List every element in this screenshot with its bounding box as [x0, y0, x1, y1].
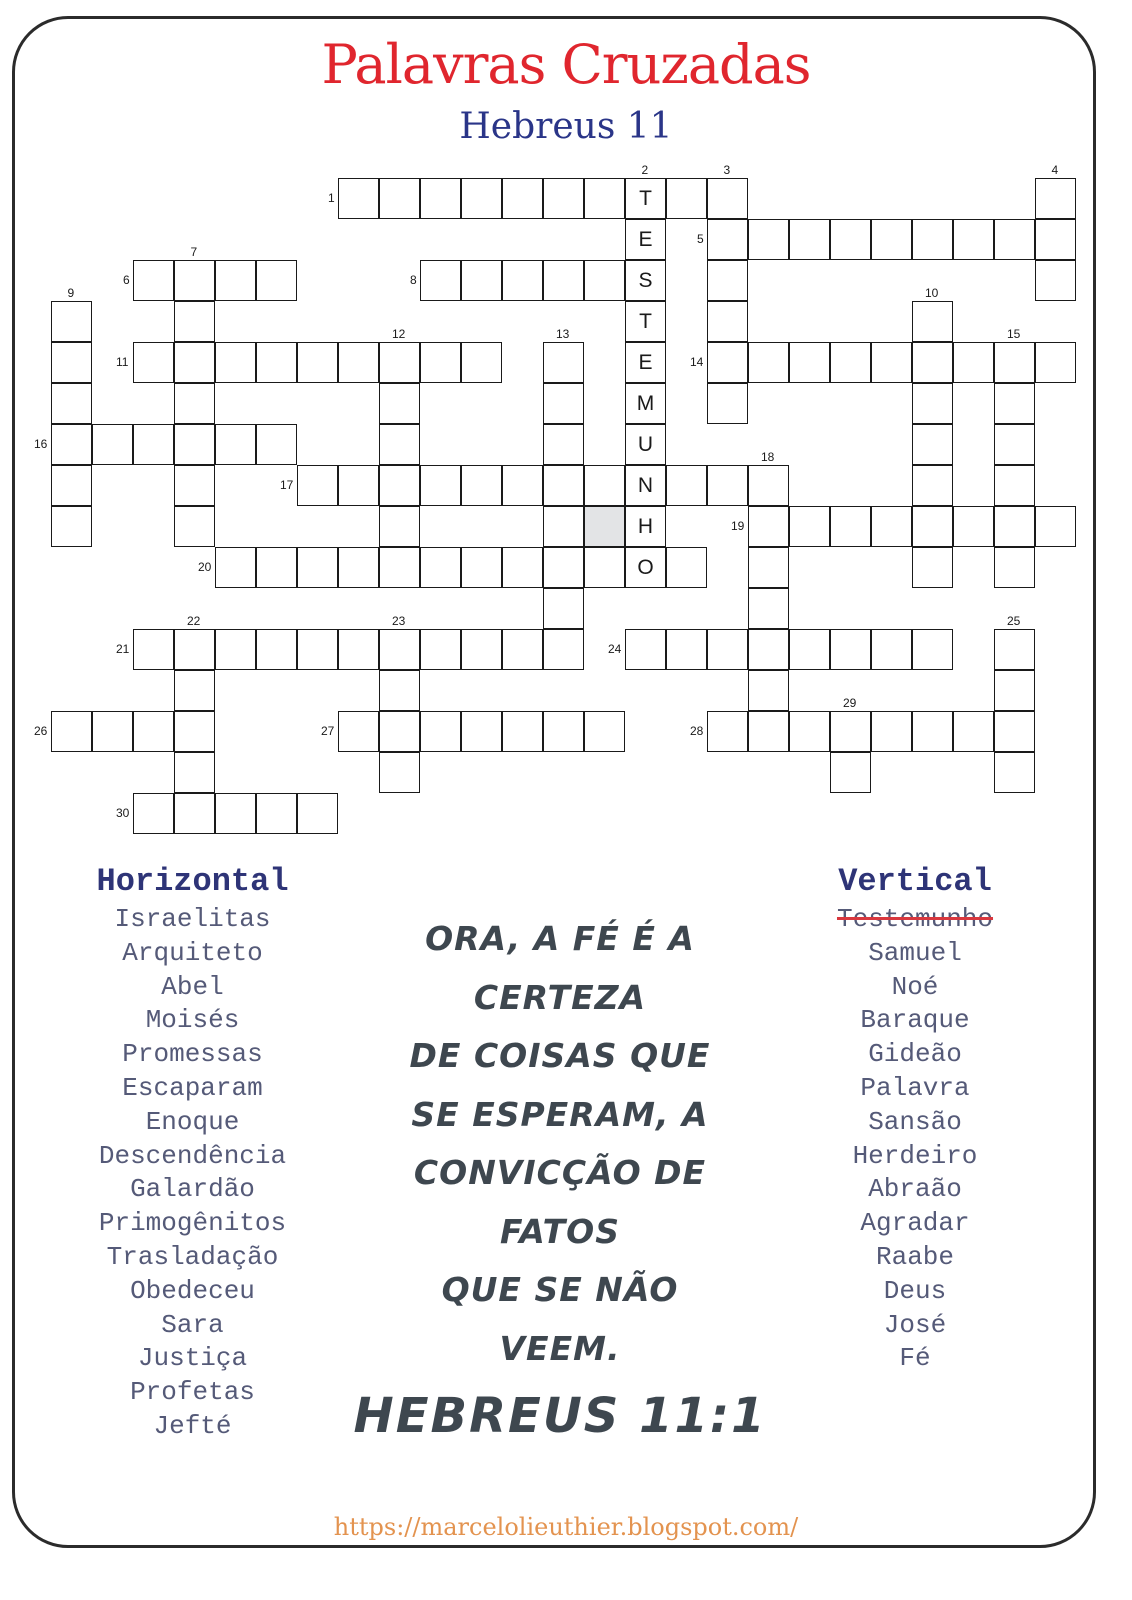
grid-cell[interactable] — [543, 465, 584, 506]
grid-cell[interactable] — [256, 260, 297, 301]
grid-cell[interactable] — [420, 178, 461, 219]
grid-cell[interactable] — [174, 793, 215, 834]
grid-cell[interactable] — [51, 465, 92, 506]
grid-cell[interactable] — [584, 711, 625, 752]
grid-cell[interactable] — [994, 547, 1035, 588]
grid-cell[interactable] — [953, 711, 994, 752]
grid-cell[interactable] — [174, 711, 215, 752]
grid-cell[interactable] — [51, 506, 92, 547]
grid-cell[interactable] — [748, 219, 789, 260]
grid-cell[interactable] — [830, 711, 871, 752]
grid-cell[interactable] — [461, 547, 502, 588]
grid-cell[interactable] — [215, 629, 256, 670]
verse-reference: HEBREUS 11:1 — [353, 1388, 767, 1444]
word-list-item: Samuel — [868, 937, 962, 968]
grid-cell[interactable] — [543, 506, 584, 547]
grid-cell[interactable] — [420, 711, 461, 752]
clue-number: 25 — [1007, 614, 1021, 628]
grid-cell[interactable] — [543, 260, 584, 301]
grid-cell[interactable] — [830, 752, 871, 793]
word-list-item: Testemunho — [836, 904, 994, 934]
clue-number: 22 — [187, 614, 201, 628]
grid-cell[interactable] — [912, 301, 953, 342]
word-list-item: Abel — [161, 971, 224, 1002]
word-list-item: Primogênitos — [98, 1208, 287, 1239]
grid-cell[interactable] — [543, 588, 584, 629]
grid-cell[interactable] — [379, 506, 420, 547]
clue-number: 19 — [731, 519, 745, 533]
grid-cell[interactable] — [502, 260, 543, 301]
word-list-item: Justiça — [137, 1343, 248, 1374]
grid-cell[interactable]: T — [625, 178, 666, 219]
grid-cell[interactable] — [502, 711, 543, 752]
clue-number: 5 — [697, 232, 704, 246]
grid-cell[interactable] — [174, 424, 215, 465]
grid-cell[interactable] — [174, 260, 215, 301]
horizontal-word-list — [60, 903, 325, 1444]
grid-cell[interactable]: U — [625, 424, 666, 465]
grid-cell[interactable] — [133, 424, 174, 465]
grid-cell[interactable] — [297, 793, 338, 834]
word-list-item: Descendência — [98, 1140, 287, 1171]
grid-cell[interactable] — [789, 342, 830, 383]
grid-cell[interactable] — [256, 793, 297, 834]
grid-cell[interactable] — [994, 629, 1035, 670]
grid-cell[interactable] — [379, 342, 420, 383]
word-list-item: Galardão — [130, 1174, 255, 1205]
grid-cell[interactable] — [912, 383, 953, 424]
grid-cell[interactable] — [912, 424, 953, 465]
grid-cell[interactable] — [789, 711, 830, 752]
clue-number: 30 — [116, 806, 130, 820]
grid-cell[interactable] — [174, 465, 215, 506]
clue-number: 27 — [321, 724, 335, 738]
grid-cell[interactable] — [748, 629, 789, 670]
grid-cell[interactable] — [543, 424, 584, 465]
grid-cell[interactable] — [133, 711, 174, 752]
grid-cell[interactable] — [707, 465, 748, 506]
grid-cell[interactable] — [215, 260, 256, 301]
grid-cell[interactable] — [461, 711, 502, 752]
grid-cell[interactable] — [502, 629, 543, 670]
clue-number: 16 — [34, 437, 48, 451]
grid-cell[interactable] — [1035, 506, 1076, 547]
clue-number: 8 — [410, 273, 417, 287]
clue-number: 6 — [123, 273, 130, 287]
clue-number: 11 — [116, 355, 129, 369]
grid-cell[interactable] — [461, 342, 502, 383]
grid-cell[interactable] — [215, 547, 256, 588]
grid-cell[interactable] — [379, 547, 420, 588]
grid-cell[interactable] — [256, 342, 297, 383]
clue-number: 3 — [723, 163, 731, 177]
verse-line: SE ESPERAM, A — [411, 1094, 709, 1134]
grid-cell[interactable] — [174, 670, 215, 711]
grid-cell[interactable] — [338, 342, 379, 383]
grid-cell[interactable] — [666, 629, 707, 670]
grid-cell[interactable] — [543, 342, 584, 383]
grid-cell[interactable] — [461, 629, 502, 670]
grid-cell[interactable] — [707, 383, 748, 424]
grid-cell[interactable] — [51, 342, 92, 383]
grid-cell[interactable] — [338, 629, 379, 670]
grid-cell[interactable] — [256, 629, 297, 670]
grid-cell[interactable] — [584, 260, 625, 301]
grid-cell[interactable] — [912, 629, 953, 670]
verse-line: FATOS — [499, 1211, 620, 1251]
grid-cell[interactable] — [625, 629, 666, 670]
grid-cell[interactable] — [994, 465, 1035, 506]
grid-cell[interactable] — [994, 383, 1035, 424]
grid-cell[interactable] — [256, 424, 297, 465]
grid-cell[interactable] — [707, 219, 748, 260]
grid-cell[interactable] — [379, 424, 420, 465]
verse-line: VEEM. — [499, 1328, 621, 1368]
word-list-item: Arquiteto — [122, 937, 263, 968]
grid-cell[interactable] — [707, 629, 748, 670]
grid-cell[interactable] — [871, 629, 912, 670]
grid-cell[interactable] — [1035, 178, 1076, 219]
grid-cell[interactable] — [748, 588, 789, 629]
grid-cell[interactable] — [379, 383, 420, 424]
grid-cell[interactable] — [133, 342, 174, 383]
grid-cell[interactable] — [51, 383, 92, 424]
grid-cell[interactable] — [379, 629, 420, 670]
clue-number: 17 — [280, 478, 294, 492]
grid-cell[interactable] — [543, 383, 584, 424]
grid-cell[interactable] — [338, 711, 379, 752]
word-list-item: Abraão — [868, 1174, 962, 1205]
grid-cell[interactable] — [584, 465, 625, 506]
grid-cell[interactable] — [174, 506, 215, 547]
grid-cell[interactable] — [707, 301, 748, 342]
grid-cell[interactable] — [912, 547, 953, 588]
word-list-item: Enoque — [145, 1106, 240, 1137]
grid-cell[interactable] — [379, 465, 420, 506]
grid-cell[interactable] — [92, 424, 133, 465]
grid-cell[interactable] — [1035, 260, 1076, 301]
clue-number: 12 — [392, 327, 406, 341]
word-list-item: Moisés — [145, 1005, 240, 1036]
grid-cell[interactable] — [379, 711, 420, 752]
grid-cell[interactable] — [1035, 219, 1076, 260]
grid-cell[interactable]: E — [625, 342, 666, 383]
clue-number: 18 — [761, 450, 775, 464]
word-list-item: Sara — [161, 1309, 224, 1340]
clue-number: 13 — [556, 327, 570, 341]
grid-cell[interactable] — [994, 752, 1035, 793]
grid-cell[interactable] — [543, 629, 584, 670]
grid-cell[interactable] — [297, 465, 338, 506]
clue-number: 28 — [690, 724, 704, 738]
grid-cell[interactable] — [51, 424, 92, 465]
verse-line: QUE SE NÃO — [441, 1270, 679, 1309]
grid-cell[interactable] — [953, 342, 994, 383]
grid-cell[interactable] — [133, 260, 174, 301]
grid-cell[interactable] — [338, 465, 379, 506]
grid-cell[interactable] — [748, 670, 789, 711]
clue-number: 7 — [190, 245, 198, 259]
grid-cell[interactable] — [666, 178, 707, 219]
grid-cell[interactable] — [994, 670, 1035, 711]
footer-url[interactable]: https://marcelolieuthier.blogspot.com/ — [333, 1513, 799, 1541]
grid-cell[interactable] — [666, 465, 707, 506]
word-list-item: Promessas — [122, 1039, 263, 1070]
grid-cell[interactable] — [420, 547, 461, 588]
grid-cell[interactable] — [420, 342, 461, 383]
verse-line: CERTEZA — [473, 977, 647, 1017]
vertical-heading: Vertical — [838, 863, 992, 900]
grid-cell[interactable] — [461, 465, 502, 506]
grid-cell[interactable] — [912, 506, 953, 547]
clue-number: 20 — [198, 560, 212, 574]
grid-cell[interactable] — [789, 219, 830, 260]
grid-cell[interactable] — [994, 506, 1035, 547]
word-list-item: Agradar — [860, 1208, 970, 1239]
grid-cell-shaded[interactable] — [584, 506, 625, 547]
grid-cell[interactable]: T — [625, 301, 666, 342]
grid-cell[interactable] — [420, 629, 461, 670]
grid-cell[interactable] — [912, 342, 953, 383]
word-list-item: Palavra — [860, 1072, 970, 1103]
grid-cell[interactable] — [543, 178, 584, 219]
grid-cell[interactable] — [1035, 342, 1076, 383]
grid-cell[interactable] — [543, 711, 584, 752]
page-subtitle: Hebreus 11 — [459, 106, 673, 147]
clue-number: 21 — [116, 642, 130, 656]
word-list-item: Noé — [891, 971, 939, 1002]
grid-cell[interactable] — [748, 711, 789, 752]
clue-number: 26 — [34, 724, 48, 738]
grid-cell[interactable] — [174, 752, 215, 793]
bible-verse — [370, 910, 750, 1378]
grid-cell[interactable] — [174, 629, 215, 670]
grid-cell[interactable] — [379, 752, 420, 793]
grid-cell[interactable] — [830, 219, 871, 260]
grid-cell[interactable] — [420, 260, 461, 301]
grid-cell[interactable] — [379, 178, 420, 219]
grid-cell[interactable] — [871, 711, 912, 752]
grid-cell[interactable] — [51, 301, 92, 342]
vertical-word-list — [785, 903, 1045, 1376]
grid-cell[interactable] — [871, 506, 912, 547]
grid-cell[interactable] — [297, 629, 338, 670]
clue-number: 2 — [641, 163, 649, 177]
grid-cell[interactable] — [338, 178, 379, 219]
grid-cell[interactable] — [133, 629, 174, 670]
clue-number: 24 — [608, 642, 622, 656]
word-list-item: Raabe — [875, 1241, 954, 1272]
grid-cell[interactable]: M — [625, 383, 666, 424]
clue-number: 4 — [1051, 163, 1059, 177]
grid-cell[interactable] — [92, 711, 133, 752]
grid-cell[interactable] — [789, 506, 830, 547]
horizontal-heading: Horizontal — [96, 863, 289, 900]
grid-cell[interactable] — [707, 178, 748, 219]
grid-cell[interactable] — [215, 793, 256, 834]
grid-cell[interactable] — [953, 219, 994, 260]
word-list-item: Sansão — [868, 1106, 962, 1137]
clue-number: 1 — [328, 191, 335, 205]
grid-cell[interactable] — [748, 506, 789, 547]
grid-cell[interactable] — [502, 465, 543, 506]
grid-cell[interactable] — [994, 342, 1035, 383]
grid-cell[interactable] — [666, 547, 707, 588]
grid-cell[interactable] — [707, 342, 748, 383]
word-list-item: Jefté — [153, 1410, 232, 1441]
grid-cell[interactable] — [994, 711, 1035, 752]
grid-cell[interactable] — [174, 383, 215, 424]
grid-cell[interactable] — [912, 219, 953, 260]
grid-cell[interactable] — [748, 465, 789, 506]
grid-cell[interactable] — [830, 506, 871, 547]
grid-cell[interactable]: H — [625, 506, 666, 547]
clue-number: 29 — [843, 696, 857, 710]
grid-cell[interactable] — [502, 547, 543, 588]
word-list-item: Herdeiro — [852, 1140, 978, 1171]
grid-cell[interactable] — [215, 424, 256, 465]
grid-cell[interactable]: N — [625, 465, 666, 506]
grid-cell[interactable]: E — [625, 219, 666, 260]
clue-number: 9 — [67, 286, 75, 300]
word-list-item: Obedeceu — [130, 1275, 255, 1306]
clue-number: 15 — [1007, 327, 1021, 341]
grid-cell[interactable] — [297, 547, 338, 588]
grid-cell[interactable] — [51, 711, 92, 752]
word-list-item: Escaparam — [122, 1072, 263, 1103]
grid-cell[interactable] — [133, 793, 174, 834]
word-list-item: Fé — [899, 1343, 931, 1374]
clue-number: 14 — [690, 355, 704, 369]
grid-cell[interactable] — [297, 342, 338, 383]
grid-cell[interactable] — [830, 342, 871, 383]
grid-cell[interactable] — [461, 260, 502, 301]
grid-cell[interactable] — [789, 629, 830, 670]
grid-cell[interactable] — [174, 342, 215, 383]
grid-cell[interactable] — [912, 711, 953, 752]
verse-line: ORA, A FÉ É A — [425, 919, 695, 958]
grid-cell[interactable] — [830, 629, 871, 670]
grid-cell[interactable] — [871, 342, 912, 383]
page-title: Palavras Cruzadas — [321, 33, 811, 96]
word-list-item: Deus — [883, 1275, 947, 1306]
grid-cell[interactable] — [256, 547, 297, 588]
verse-line: CONVICÇÃO DE — [413, 1153, 707, 1192]
grid-cell[interactable] — [338, 547, 379, 588]
grid-cell[interactable] — [461, 178, 502, 219]
grid-cell[interactable] — [748, 547, 789, 588]
grid-cell[interactable] — [215, 342, 256, 383]
grid-cell[interactable] — [584, 178, 625, 219]
grid-cell[interactable] — [379, 670, 420, 711]
word-list-item: Trasladação — [106, 1241, 279, 1272]
verse-line: DE COISAS QUE — [409, 1036, 711, 1075]
word-list-item: Israelitas — [114, 904, 271, 934]
grid-cell[interactable] — [502, 178, 543, 219]
grid-cell[interactable] — [707, 260, 748, 301]
word-list-item: Gideão — [868, 1039, 962, 1070]
grid-cell[interactable] — [584, 547, 625, 588]
clue-number: 10 — [925, 286, 939, 300]
clue-number: 23 — [392, 614, 406, 628]
grid-cell[interactable] — [994, 424, 1035, 465]
grid-cell[interactable] — [994, 219, 1035, 260]
grid-cell[interactable] — [174, 301, 215, 342]
word-list-item: José — [883, 1309, 947, 1340]
grid-cell[interactable] — [420, 465, 461, 506]
grid-cell[interactable]: S — [625, 260, 666, 301]
grid-cell[interactable]: O — [625, 547, 666, 588]
word-list-item: Baraque — [860, 1005, 970, 1036]
word-list-item: Profetas — [130, 1377, 255, 1408]
grid-cell[interactable] — [953, 506, 994, 547]
grid-cell[interactable] — [707, 711, 748, 752]
grid-cell[interactable] — [543, 547, 584, 588]
grid-cell[interactable] — [912, 465, 953, 506]
grid-cell[interactable] — [871, 219, 912, 260]
grid-cell[interactable] — [748, 342, 789, 383]
